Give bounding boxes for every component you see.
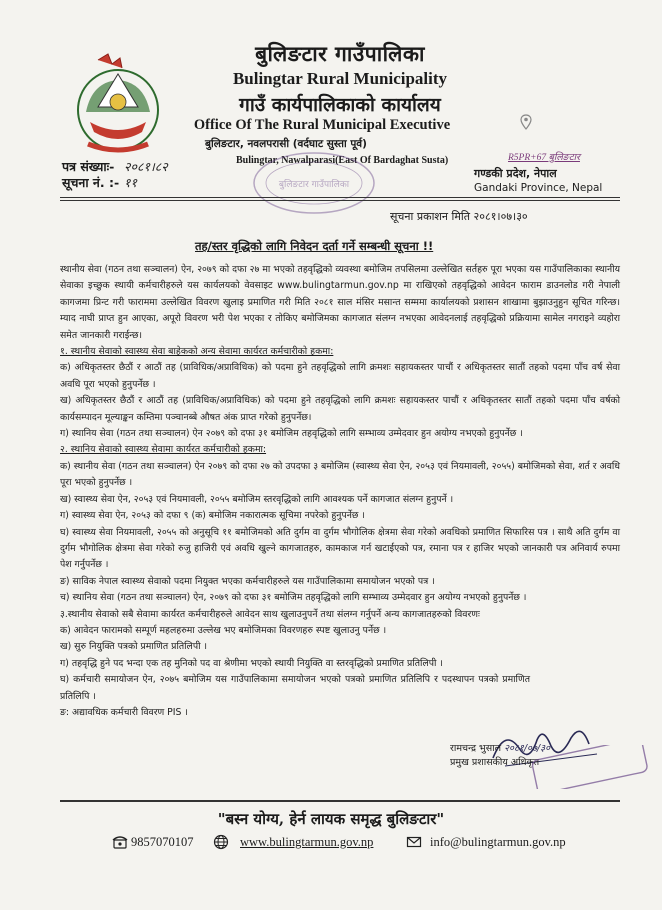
ref-value: २०८१।८२	[124, 159, 168, 174]
section-3-heading: ३.स्थानीय सेवाको सबै सेवामा कार्यरत कर्मचारीहरुले आवेदन साथ खुलाउनुपर्ने तथा संलग्न गर्नुपर्ने अन्य कागजातहरुको विवरणः	[60, 608, 480, 620]
ref-label: पत्र संख्याः-	[62, 159, 115, 174]
phone-icon	[112, 834, 128, 850]
header-divider	[60, 197, 620, 198]
footer-website[interactable]: www.bulingtarmun.gov.np	[240, 835, 374, 849]
notice-subject: तह/स्तर वृद्धिको लागि निवेदन दर्ता गर्ने सम्बन्धी सूचना !!	[195, 239, 434, 253]
reference-block	[62, 159, 168, 191]
municipality-name-en: Bulingtar Rural Municipality	[232, 69, 448, 88]
list-item: ग) स्थानिय सेवा (गठन तथा सञ्चालन) ऐन २०७९ को दफा ३१ बमोजिम तहवृद्धिको लागि सम्भाव्य उम्मेदवार हुन अयोग्य नभएको हुनुपर्नेछ ।	[60, 428, 523, 440]
list-item: च) स्थानिय सेवा (गठन तथा सञ्चालन) ऐन, २०७९ को दफा ३१ बमोजिम तहवृद्धिको लागि सम्भाव्य उम्मेदवार हुन अयोग्य नभएको हुनुपर्नेछ ।	[60, 592, 527, 604]
globe-icon	[213, 834, 229, 850]
header-divider-thin	[60, 200, 620, 201]
list-item: ङ) साविक नेपाल स्वास्थ्य सेवाको पदमा नियुक्त भएका कर्मचारीहरुले यस गाउँपालिकामा समायोजन भएको पत्र ।	[60, 575, 435, 587]
list-item: ख) स्वास्थ्य सेवा ऐन, २०५३ एवं नियमावली, २०५५ बमोजिम स्तरवृद्धिको लागि आवश्यक पर्ने कागजात संलग्न हुनुपर्ने ।	[60, 493, 454, 505]
list-item: ख) अधिकृतस्तर छैठौं र आठौं तह (प्राविधिक/अप्राविधिक) को पदमा हुने तहवृद्धिको लागि क्रमशः सहायकस्तर पाचौं र अधिकृतस्तर सातौं तहको पदमा पाँच वर्षको कार्यसम्पादन मूल्याङ्कन कम्तिमा पञ्चानब्बे औषत अंक प्राप्त गरेको हुनुपर्नेछ।	[60, 395, 620, 423]
footer-slogan: "बस्न योग्य, हेर्न लायक समृद्ध बुलिङटार"	[217, 810, 445, 828]
signatory-date: २०८१/०७/३०	[504, 743, 551, 754]
intro-paragraph: स्थानीय सेवा (गठन तथा सञ्चालन) ऐन, २०७९ को दफा २७ मा भएको तहवृद्धिको व्यवस्था बमोजिम तपसिलमा उल्लेखित सर्तहरु पूरा भएका यस गाउँपालिकाका स्थानीय सेवाका इच्छुक स्थायी कर्मचारीहरुले यस कार्यलयको वेवसाइट www.bulingtarmun.gov.np मा राखिएको तहवृद्धिको आवेदन फाराम डाउनलोड गरी नेपाली कागजमा प्रिन्ट गरी फाराममा उल्लेखित विवरण खुलाइ प्रमाणित गरी मिति २०८१ साल मंसिर मसान्त सम्ममा कार्यालयको प्रशासन शाखामा बुझाउनुहुन सूचित गरिन्छ। म्याद नाघी प्राप्त हुन आएका, अपूरो विवरण भरी पेश भएका र तोकिए बमोजिमका कागजात संलग्न नभएका आवेदनलाई तहवृद्धिको प्रक्रियामा सामेल नगराइने व्यहोरा समेत जानकारी गराईन्छ।	[60, 264, 620, 341]
province-np: गण्डकी प्रदेश, नेपाल	[474, 167, 557, 180]
list-item: घ) कर्मचारी समायोजन ऐन, २०७५ बमोजिम यस गाउँपालिकामा समायोजन भएको पत्रको प्रमाणित प्रतिलिपि र पदस्थापन पत्रको प्रमाणित प्रतिलिपि ।	[60, 674, 530, 702]
list-item: ङ: अद्यावधिक कर्मचारी विवरण PIS ।	[60, 706, 188, 718]
plus-code: R5PR+67 बुलिङटार	[508, 153, 580, 163]
footer-email[interactable]: info@bulingtarmun.gov.np	[430, 835, 566, 849]
signatory-name: रामचन्द्र भुसाल	[450, 743, 502, 754]
list-item: क) अधिकृतस्तर छैठौं र आठौं तह (प्राविधिक/अप्राविधिक) को पदमा हुने तहवृद्धिको लागि क्रमशः सहायकस्तर पाचौं र अधिकृतस्तर सातौं तहको पदमा पाँच वर्ष सेवा अवधि पूरा भएको हुनुपर्नेछ ।	[60, 362, 620, 390]
mail-icon	[406, 834, 422, 850]
section-1-heading: १. स्थानीय सेवाको स्वास्थ्य सेवा बाहेकको अन्य सेवामा कार्यरत कर्मचारीको हकमा:	[60, 346, 334, 358]
notice-number-value: ११	[124, 175, 138, 190]
section-2-heading: २. स्थानिय सेवाको स्वास्थ्य सेवामा कार्यरत कर्मचारीको हकमा:	[60, 444, 267, 456]
signatory-title: प्रमुख प्रशासकीय अधिकृत	[450, 757, 540, 768]
signatory-stamp	[530, 745, 650, 789]
address-en: Bulingtar, Nawalparasi(East Of Bardaghat Susta)	[236, 155, 449, 166]
location-pin-icon	[520, 114, 532, 130]
list-item: क) स्थानीय सेवा (गठन तथा सञ्चालन) ऐन २०७९ को दफा २७ को उपदफा ३ बमोजिम (स्वास्थ्य सेवा ऐन, २०५३ एवं नियमावली, २०५५) बमोजिमको सेवा, शर्त र अवधि पूरा भएको हुनुपर्नेछ ।	[60, 460, 620, 489]
municipality-name-np: बुलिङटार गाउँपालिका	[255, 41, 425, 66]
list-item: क) आवेदन फारामको सम्पूर्ण महलहरुमा उल्लेख भए बमोजिमका विवरणहरु स्पष्ट खुलाउनु पर्नेछ ।	[60, 624, 387, 636]
publication-date: सूचना प्रकाशन मिति २०८१।०७।३०	[390, 210, 528, 223]
notice-number-label: सूचना नं. :-	[62, 175, 120, 190]
footer-divider	[60, 800, 620, 802]
office-name-en: Office Of The Rural Municipal Executive	[193, 117, 451, 133]
footer-phone: 9857070107	[131, 835, 194, 849]
list-item: ग) स्वास्थ्य सेवा ऐन, २०५३ को दफा ९ (क) बमोजिम नकारात्मक सूचिमा नपरेको हुनुपर्नेछ ।	[60, 510, 365, 522]
office-stamp	[250, 150, 378, 216]
stamp-text: बुलिङटार गाउँपालिका	[278, 180, 350, 190]
province-en: Gandaki Province, Nepal	[474, 182, 603, 194]
nepal-emblem-icon	[68, 52, 168, 162]
list-item: घ) स्वास्थ्य सेवा नियमावली, २०५५ को अनुसूचि ११ बमोजिमको अति दुर्गम वा दुर्गम भौगोलिक क्षेत्रमा सेवा गरेको अवधिको प्रमाणित सिफारिस पत्र । साथै अति दुर्गम वा दुर्गम भौगोलिक क्षेत्रमा सेवा गरेको रुजु हाजिरी एवं अवधि खुल्ने कागजातहरु, कामकाज गर्न खटाईएको पत्र, रमाना पत्र र हाजिर भएको जानकारी पत्र अनिवार्य रुपमा पेश गर्नुपर्नेछ ।	[60, 526, 620, 571]
address-np: बुलिङटार, नवलपरासी (वर्दघाट सुस्ता पूर्व)	[205, 138, 367, 150]
office-name-np: गाउँ कार्यपालिकाको कार्यालय	[239, 94, 441, 116]
list-item: ग) तहवृद्धि हुने पद भन्दा एक तह मुनिको पद वा श्रेणीमा भएको स्थायी नियुक्ति वा स्तरवृद्धिको प्रमाणित प्रतिलिपी ।	[60, 657, 443, 669]
notice-body	[60, 262, 620, 721]
list-item: ख) सुरु नियुक्ति पत्रको प्रमाणित प्रतिलिपी ।	[60, 641, 208, 653]
